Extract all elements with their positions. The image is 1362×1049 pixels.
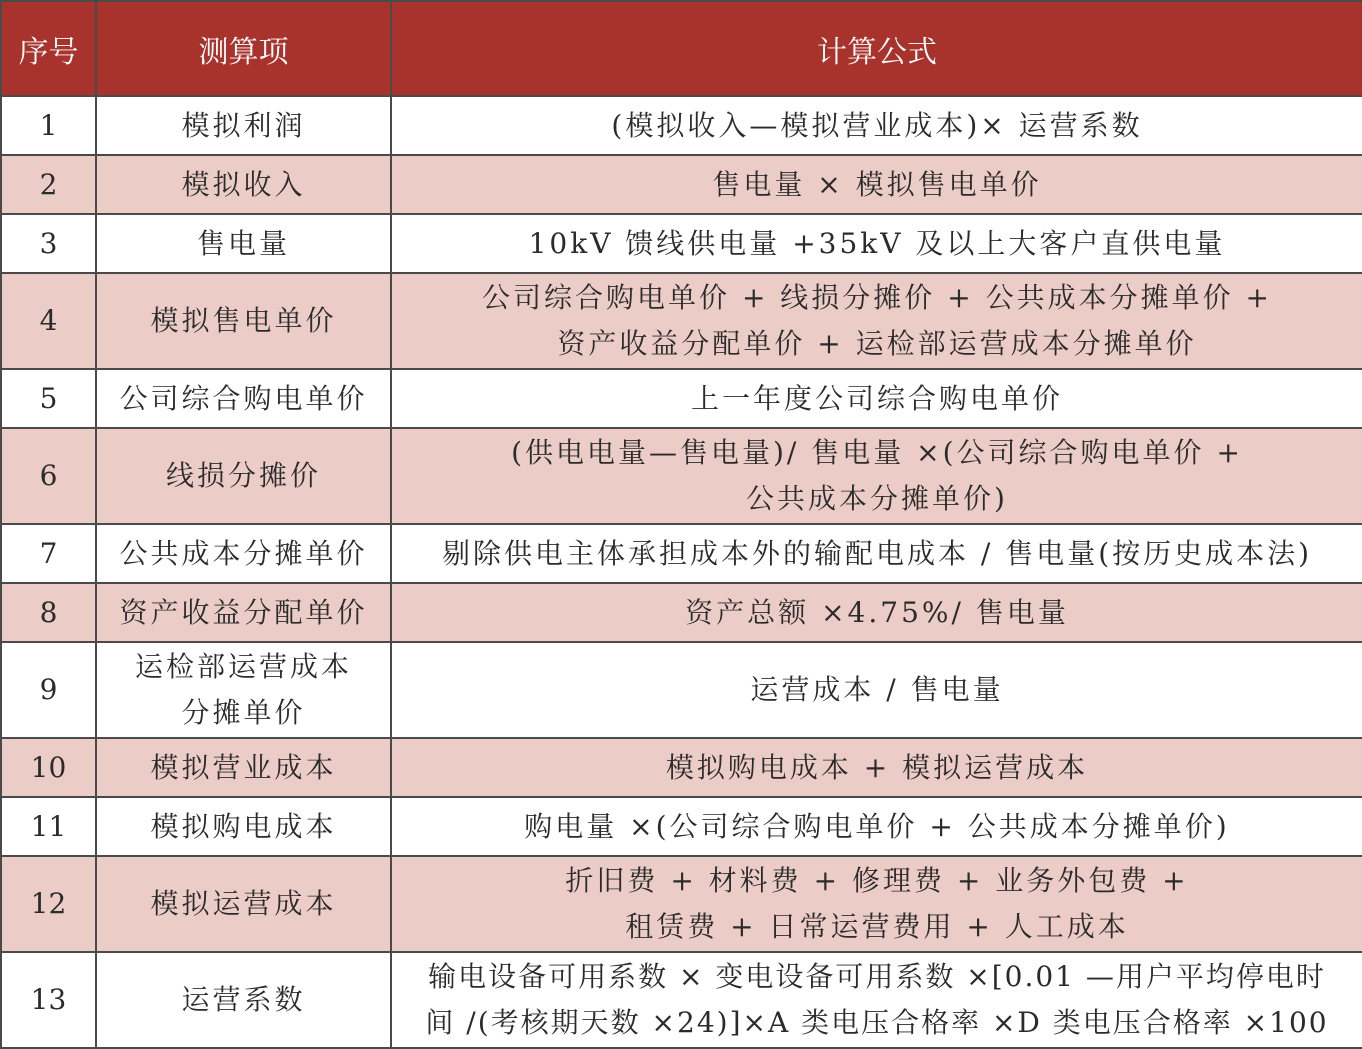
row-formula: (供电电量—售电量)/ 售电量 ×(公司综合购电单价 + 公共成本分摊单价) [391,428,1362,524]
row-item: 线损分摊价 [96,428,391,524]
row-formula: 售电量 × 模拟售电单价 [391,155,1362,214]
table-row [1,369,1362,428]
table-row [1,524,1362,583]
row-index: 8 [1,583,96,642]
table-row [1,155,1362,214]
table-row [1,214,1362,273]
table-row [1,642,1362,738]
row-formula: 公司综合购电单价 + 线损分摊价 + 公共成本分摊单价 + 资产收益分配单价 + 运检部运营成本分摊单价 [391,273,1362,369]
row-formula: 剔除供电主体承担成本外的输配电成本 / 售电量(按历史成本法) [391,524,1362,583]
table-row [1,856,1362,952]
table-row [1,428,1362,524]
table-row [1,583,1362,642]
table-row [1,738,1362,797]
row-item: 公共成本分摊单价 [96,524,391,583]
row-formula: 模拟购电成本 + 模拟运营成本 [391,738,1362,797]
row-formula: 资产总额 ×4.75%/ 售电量 [391,583,1362,642]
header-index: 序号 [1,1,96,96]
row-item: 模拟售电单价 [96,273,391,369]
row-formula: 上一年度公司综合购电单价 [391,369,1362,428]
row-index: 10 [1,738,96,797]
header-row [1,1,1362,96]
row-index: 7 [1,524,96,583]
row-item: 模拟利润 [96,96,391,155]
row-index: 2 [1,155,96,214]
row-index: 4 [1,273,96,369]
row-item: 模拟购电成本 [96,797,391,856]
row-item: 资产收益分配单价 [96,583,391,642]
row-item: 运检部运营成本 分摊单价 [96,642,391,738]
row-index: 12 [1,856,96,952]
table-row [1,273,1362,369]
row-formula: 购电量 ×(公司综合购电单价 + 公共成本分摊单价) [391,797,1362,856]
row-index: 3 [1,214,96,273]
row-item: 公司综合购电单价 [96,369,391,428]
table-row [1,96,1362,155]
row-formula: 输电设备可用系数 × 变电设备可用系数 ×[0.01 —用户平均停电时 间 /(考核期天数 ×24)]×A 类电压合格率 ×D 类电压合格率 ×100 [391,952,1362,1048]
row-formula: 运营成本 / 售电量 [391,642,1362,738]
row-index: 1 [1,96,96,155]
row-index: 13 [1,952,96,1048]
row-formula: (模拟收入—模拟营业成本)× 运营系数 [391,96,1362,155]
row-index: 9 [1,642,96,738]
table-row [1,797,1362,856]
row-item: 售电量 [96,214,391,273]
row-item: 模拟营业成本 [96,738,391,797]
row-item: 模拟运营成本 [96,856,391,952]
header-item: 测算项 [96,1,391,96]
row-item: 运营系数 [96,952,391,1048]
header-formula: 计算公式 [391,1,1362,96]
row-index: 11 [1,797,96,856]
row-item: 模拟收入 [96,155,391,214]
row-formula: 折旧费 + 材料费 + 修理费 + 业务外包费 + 租赁费 + 日常运营费用 + 人工成本 [391,856,1362,952]
row-index: 5 [1,369,96,428]
row-formula: 10kV 馈线供电量 +35kV 及以上大客户直供电量 [391,214,1362,273]
table-row [1,952,1362,1048]
row-index: 6 [1,428,96,524]
